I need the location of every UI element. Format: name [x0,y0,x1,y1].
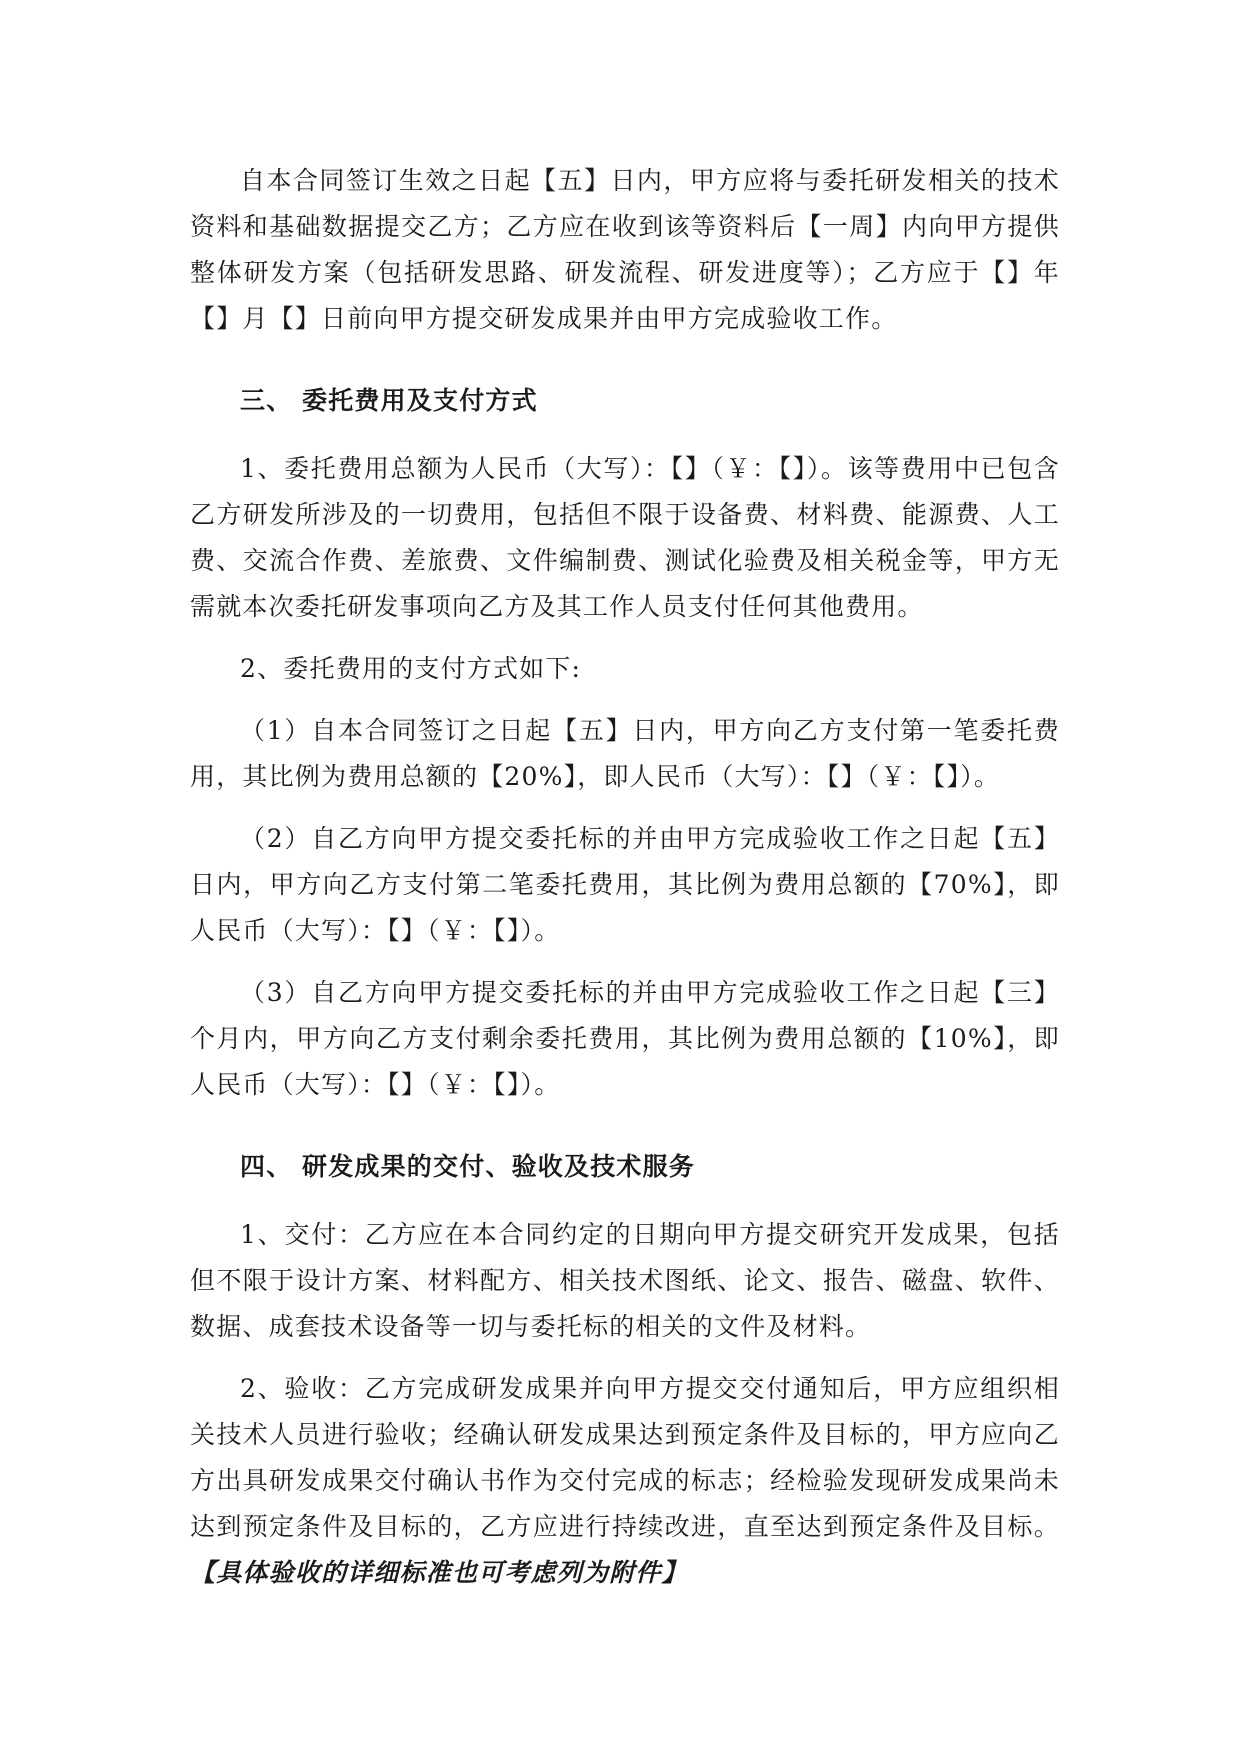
spacer [190,1108,1060,1144]
spacer [190,424,1060,446]
acceptance-note: 【具体验收的详细标准也可考虑列为附件】 [190,1558,688,1587]
paragraph-acceptance [190,1366,1060,1596]
spacer [190,692,1060,708]
spacer [190,1190,1060,1212]
spacer [190,342,1060,378]
paragraph-payment-1: （1）自本合同签订之日起【五】日内，甲方向乙方支付第一笔委托费用，其比例为费用总额的【20%】，即人民币（大写）：【】（￥：【】）。 [190,716,1060,791]
spacer [190,800,1060,816]
section-number: 三、 [240,386,293,415]
spacer [190,630,1060,646]
paragraph-delivery: 1、交付：乙方应在本合同约定的日期向甲方提交研究开发成果，包括但不限于设计方案、材料配方、相关技术图纸、论文、报告、磁盘、软件、数据、成套技术设备等一切与委托标的相关的文件及材料。 [190,1220,1060,1341]
paragraph-payment-method: 2、委托费用的支付方式如下: [240,654,582,683]
document-body [190,158,1060,1596]
section-heading-3 [190,378,1060,424]
paragraph-payment-2: （2）自乙方向甲方提交委托标的并由甲方完成验收工作之日起【五】日内，甲方向乙方支付第二笔委托费用，其比例为费用总额的【70%】，即人民币（大写）：【】（￥：【】）。 [190,824,1060,945]
spacer [190,1350,1060,1366]
paragraph-payment-3: （3）自乙方向甲方提交委托标的并由甲方完成验收工作之日起【三】个月内，甲方向乙方支付剩余委托费用，其比例为费用总额的【10%】，即人民币（大写）：【】（￥：【】）。 [190,978,1060,1099]
spacer [190,954,1060,970]
paragraph-fee-total: 1、委托费用总额为人民币（大写）：【】（￥：【】）。该等费用中已包含乙方研发所涉及的一切费用，包括但不限于设备费、材料费、能源费、人工费、交流合作费、差旅费、文件编制费、测试化验费及相关税金等，甲方无需就本次委托研发事项向乙方及其工作人员支付任何其他费用。 [190,454,1060,621]
section-title: 委托费用及支付方式 [302,386,538,415]
section-number: 四、 [240,1152,293,1181]
section-title: 研发成果的交付、验收及技术服务 [302,1152,696,1181]
section-heading-4 [190,1144,1060,1190]
acceptance-text: 2、验收：乙方完成研发成果并向甲方提交交付通知后，甲方应组织相关技术人员进行验收；经确认研发成果达到预定条件及目标的，甲方应向乙方出具研发成果交付确认书作为交付完成的标志；经检验发现研发成果尚未达到预定条件及目标的，乙方应进行持续改进，直至达到预定条件及目标。 [190,1374,1060,1541]
paragraph-schedule: 自本合同签订生效之日起【五】日内，甲方应将与委托研发相关的技术资料和基础数据提交乙方；乙方应在收到该等资料后【一周】内向甲方提供整体研发方案（包括研发思路、研发流程、研发进度等）；乙方应于【】年【】月【】日前向甲方提交研发成果并由甲方完成验收工作。 [190,166,1060,333]
